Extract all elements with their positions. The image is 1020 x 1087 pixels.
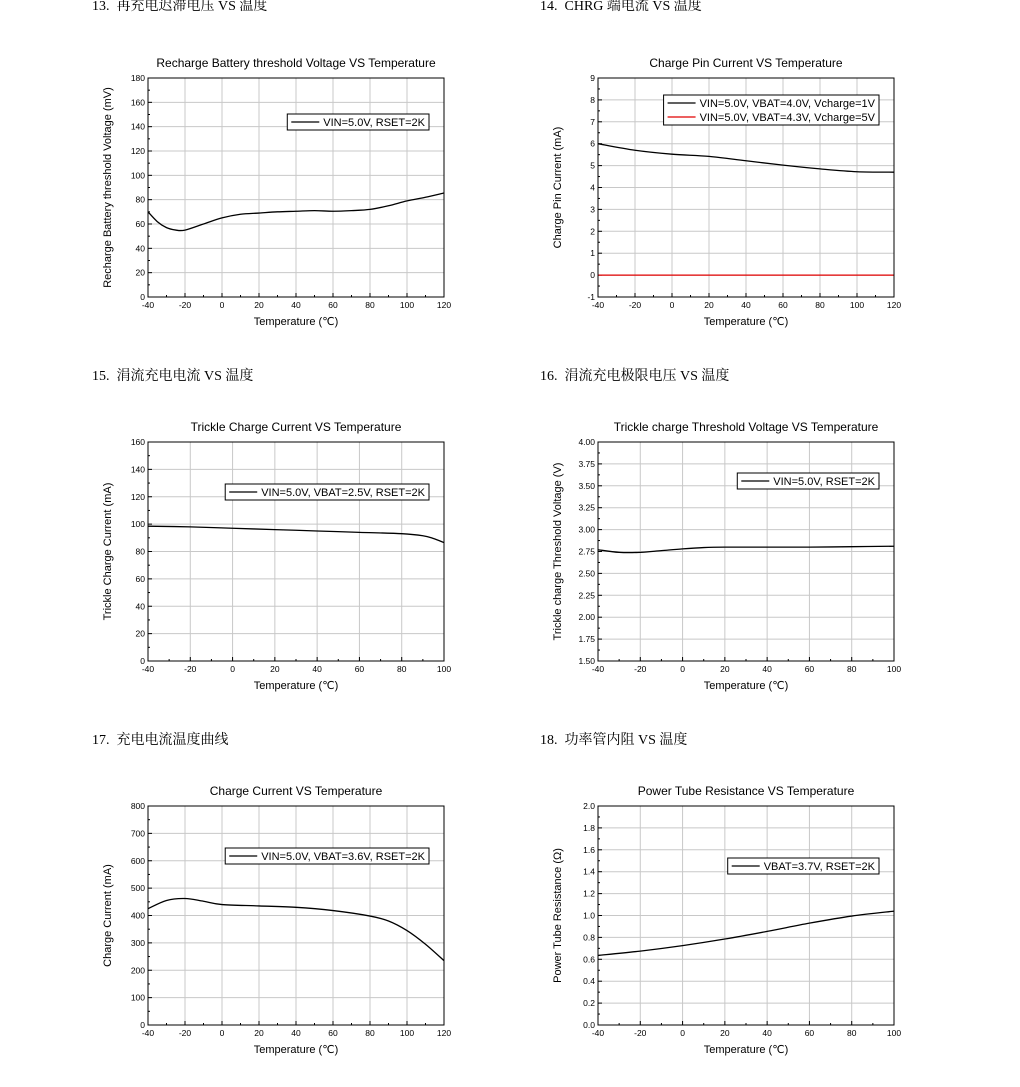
x-tick-label: -40 bbox=[591, 1028, 605, 1038]
section-heading: 涓流充电电流 VS 温度 bbox=[116, 369, 254, 384]
y-tick-label: 600 bbox=[130, 855, 145, 866]
y-tick-label: 0.2 bbox=[583, 998, 595, 1009]
x-tick-label: -40 bbox=[591, 664, 605, 674]
y-tick-label: 4 bbox=[590, 182, 595, 193]
x-tick-label: 60 bbox=[354, 664, 365, 674]
y-tick-label: 40 bbox=[135, 243, 145, 254]
x-tick-label: -20 bbox=[634, 664, 647, 674]
x-axis-label: Temperature (℃) bbox=[253, 316, 339, 328]
x-tick-label: -40 bbox=[591, 300, 605, 310]
y-tick-label: 9 bbox=[590, 73, 595, 83]
y-tick-label: -1 bbox=[587, 292, 595, 302]
y-tick-label: 100 bbox=[130, 519, 145, 530]
y-tick-label: 0.6 bbox=[583, 954, 595, 965]
y-tick-label: 0.8 bbox=[583, 932, 595, 943]
section-number: 14. bbox=[540, 0, 558, 14]
y-axis-label: Charge Pin Current (mA) bbox=[552, 126, 564, 249]
y-tick-label: 60 bbox=[135, 573, 145, 584]
section-heading: 涓流充电极限电压 VS 温度 bbox=[564, 369, 730, 384]
y-tick-label: 700 bbox=[130, 828, 145, 839]
x-tick-label: 0 bbox=[219, 1028, 225, 1038]
y-tick-label: 120 bbox=[130, 146, 145, 156]
x-tick-label: 80 bbox=[396, 664, 407, 674]
x-tick-label: 40 bbox=[312, 664, 322, 674]
x-tick-label: 80 bbox=[365, 1028, 375, 1038]
x-tick-label: 20 bbox=[270, 664, 280, 674]
y-tick-label: 2 bbox=[590, 226, 595, 237]
x-tick-label: 20 bbox=[254, 300, 264, 310]
y-tick-label: 20 bbox=[135, 628, 145, 639]
x-tick-label: 0 bbox=[230, 664, 235, 674]
section-number: 16. bbox=[540, 369, 558, 384]
y-tick-label: 0 bbox=[140, 656, 145, 666]
x-axis-label: Temperature (℃) bbox=[253, 680, 339, 692]
x-tick-label: 60 bbox=[804, 1028, 815, 1038]
x-tick-label: 80 bbox=[815, 300, 825, 310]
chart-title: Charge Pin Current VS Temperature bbox=[649, 56, 843, 70]
x-tick-label: 60 bbox=[328, 1028, 338, 1038]
x-tick-label: 100 bbox=[436, 664, 452, 674]
y-tick-label: 80 bbox=[135, 194, 145, 205]
x-tick-label: 0 bbox=[219, 300, 225, 310]
y-tick-label: 140 bbox=[130, 121, 145, 132]
section-number: 18. bbox=[540, 733, 558, 748]
y-tick-label: 6 bbox=[590, 138, 595, 149]
y-axis-label: Power Tube Resistance (Ω) bbox=[552, 848, 564, 983]
x-tick-label: -40 bbox=[141, 300, 155, 310]
x-axis-label: Temperature (℃) bbox=[703, 680, 789, 692]
y-tick-label: 300 bbox=[130, 937, 145, 948]
x-tick-label: 100 bbox=[399, 300, 415, 310]
x-tick-label: 40 bbox=[741, 300, 751, 310]
chart-title: Power Tube Resistance VS Temperature bbox=[637, 784, 855, 798]
y-tick-label: 1.4 bbox=[583, 866, 595, 877]
x-axis-label: Temperature (℃) bbox=[703, 1044, 789, 1056]
legend-entry-label: VIN=5.0V, VBAT=4.0V, Vcharge=1V bbox=[699, 98, 875, 110]
x-tick-label: -20 bbox=[178, 1028, 192, 1038]
y-tick-label: 1.8 bbox=[583, 822, 595, 833]
x-tick-label: -20 bbox=[634, 1028, 647, 1038]
x-axis-label: Temperature (℃) bbox=[703, 316, 789, 328]
y-tick-label: 2.00 bbox=[578, 612, 595, 623]
y-tick-label: 0.4 bbox=[583, 976, 595, 987]
x-tick-label: 80 bbox=[365, 300, 375, 310]
y-tick-label: 0 bbox=[140, 292, 145, 302]
x-tick-label: 120 bbox=[886, 300, 902, 310]
x-tick-label: 100 bbox=[849, 300, 865, 310]
y-tick-label: 2.50 bbox=[578, 568, 595, 579]
y-axis-label: Charge Current (mA) bbox=[102, 864, 114, 967]
y-tick-label: 40 bbox=[135, 601, 145, 612]
y-tick-label: 3 bbox=[590, 204, 595, 215]
legend-entry-label: VBAT=3.7V, RSET=2K bbox=[763, 861, 875, 873]
section-number: 17. bbox=[92, 733, 110, 748]
legend-entry-label: VIN=5.0V, RSET=2K bbox=[773, 476, 875, 488]
series-line-0 bbox=[598, 911, 894, 955]
y-tick-label: 0.0 bbox=[583, 1020, 595, 1030]
legend-entry-label: VIN=5.0V, VBAT=4.3V, Vcharge=5V bbox=[699, 112, 875, 124]
y-tick-label: 400 bbox=[130, 910, 145, 921]
section-number: 15. bbox=[92, 369, 110, 384]
y-tick-label: 100 bbox=[130, 992, 145, 1003]
chart-title: Charge Current VS Temperature bbox=[209, 784, 383, 798]
y-tick-label: 160 bbox=[130, 437, 145, 447]
y-tick-label: 2.75 bbox=[578, 546, 595, 557]
y-tick-label: 5 bbox=[590, 160, 595, 171]
x-tick-label: 40 bbox=[762, 1028, 772, 1038]
y-tick-label: 3.50 bbox=[578, 480, 595, 491]
y-tick-label: 160 bbox=[130, 97, 145, 108]
y-tick-label: 60 bbox=[135, 219, 145, 229]
y-tick-label: 800 bbox=[130, 801, 145, 811]
chart-title: Trickle Charge Current VS Temperature bbox=[190, 420, 402, 434]
x-tick-label: 20 bbox=[720, 1028, 730, 1038]
y-tick-label: 7 bbox=[590, 116, 595, 127]
x-tick-label: 20 bbox=[704, 300, 714, 310]
y-tick-label: 3.75 bbox=[578, 458, 595, 469]
y-tick-label: 80 bbox=[135, 546, 145, 557]
x-tick-label: -40 bbox=[141, 1028, 155, 1038]
y-tick-label: 3.00 bbox=[578, 524, 595, 535]
y-tick-label: 2.0 bbox=[583, 801, 595, 811]
x-tick-label: 0 bbox=[680, 1028, 685, 1038]
y-tick-label: 1.2 bbox=[583, 888, 595, 899]
section-heading: 充电电流温度曲线 bbox=[116, 733, 229, 748]
y-tick-label: 0 bbox=[590, 270, 595, 281]
y-tick-label: 8 bbox=[590, 94, 595, 105]
y-axis-label: Trickle Charge Current (mA) bbox=[102, 482, 114, 621]
y-tick-label: 1.50 bbox=[578, 656, 595, 666]
x-tick-label: 80 bbox=[846, 1028, 857, 1038]
y-tick-label: 200 bbox=[130, 965, 145, 976]
chart-title: Trickle charge Threshold Voltage VS Temperature bbox=[613, 420, 879, 434]
x-tick-label: 100 bbox=[399, 1028, 415, 1038]
x-tick-label: 20 bbox=[254, 1028, 264, 1038]
x-tick-label: 60 bbox=[804, 664, 815, 674]
y-tick-label: 180 bbox=[130, 73, 145, 83]
y-axis-label: Trickle charge Threshold Voltage (V) bbox=[552, 462, 564, 641]
x-tick-label: 40 bbox=[291, 1028, 301, 1038]
legend-entry-label: VIN=5.0V, VBAT=2.5V, RSET=2K bbox=[261, 487, 425, 499]
y-tick-label: 140 bbox=[130, 464, 145, 475]
section-heading: CHRG 端电流 VS 温度 bbox=[564, 0, 702, 14]
y-tick-label: 120 bbox=[130, 491, 145, 502]
x-tick-label: 20 bbox=[720, 664, 730, 674]
x-tick-label: 60 bbox=[328, 300, 338, 310]
section-number: 13. bbox=[92, 0, 110, 14]
y-tick-label: 1 bbox=[590, 248, 595, 259]
x-tick-label: -20 bbox=[184, 664, 197, 674]
x-tick-label: -40 bbox=[141, 664, 155, 674]
x-tick-label: 100 bbox=[886, 1028, 902, 1038]
legend-entry-label: VIN=5.0V, RSET=2K bbox=[323, 117, 425, 129]
y-axis-label: Recharge Battery threshold Voltage (mV) bbox=[102, 87, 114, 288]
y-tick-label: 3.25 bbox=[578, 502, 595, 513]
y-tick-label: 0 bbox=[140, 1020, 145, 1030]
x-tick-label: 40 bbox=[762, 664, 772, 674]
x-tick-label: 60 bbox=[778, 300, 788, 310]
x-tick-label: -20 bbox=[628, 300, 642, 310]
x-tick-label: 120 bbox=[436, 300, 452, 310]
y-tick-label: 2.25 bbox=[578, 590, 595, 601]
chart-title: Recharge Battery threshold Voltage VS Temperature bbox=[156, 56, 436, 70]
x-axis-label: Temperature (℃) bbox=[253, 1044, 339, 1056]
y-tick-label: 1.0 bbox=[583, 910, 595, 921]
x-tick-label: 80 bbox=[846, 664, 857, 674]
x-tick-label: 120 bbox=[436, 1028, 452, 1038]
y-tick-label: 100 bbox=[130, 170, 145, 181]
y-tick-label: 20 bbox=[135, 267, 145, 278]
y-tick-label: 1.6 bbox=[583, 844, 595, 855]
x-tick-label: -20 bbox=[178, 300, 192, 310]
x-tick-label: 0 bbox=[680, 664, 685, 674]
x-tick-label: 0 bbox=[669, 300, 675, 310]
section-heading: 再充电迟滞电压 VS 温度 bbox=[116, 0, 268, 14]
x-tick-label: 100 bbox=[886, 664, 902, 674]
legend-entry-label: VIN=5.0V, VBAT=3.6V, RSET=2K bbox=[261, 851, 425, 863]
y-tick-label: 1.75 bbox=[578, 634, 595, 645]
y-tick-label: 4.00 bbox=[578, 437, 595, 447]
grid-lines bbox=[598, 806, 894, 1025]
y-tick-label: 500 bbox=[130, 883, 145, 894]
x-tick-label: 40 bbox=[291, 300, 301, 310]
legend bbox=[728, 858, 879, 874]
section-heading: 功率管内阻 VS 温度 bbox=[564, 733, 688, 748]
